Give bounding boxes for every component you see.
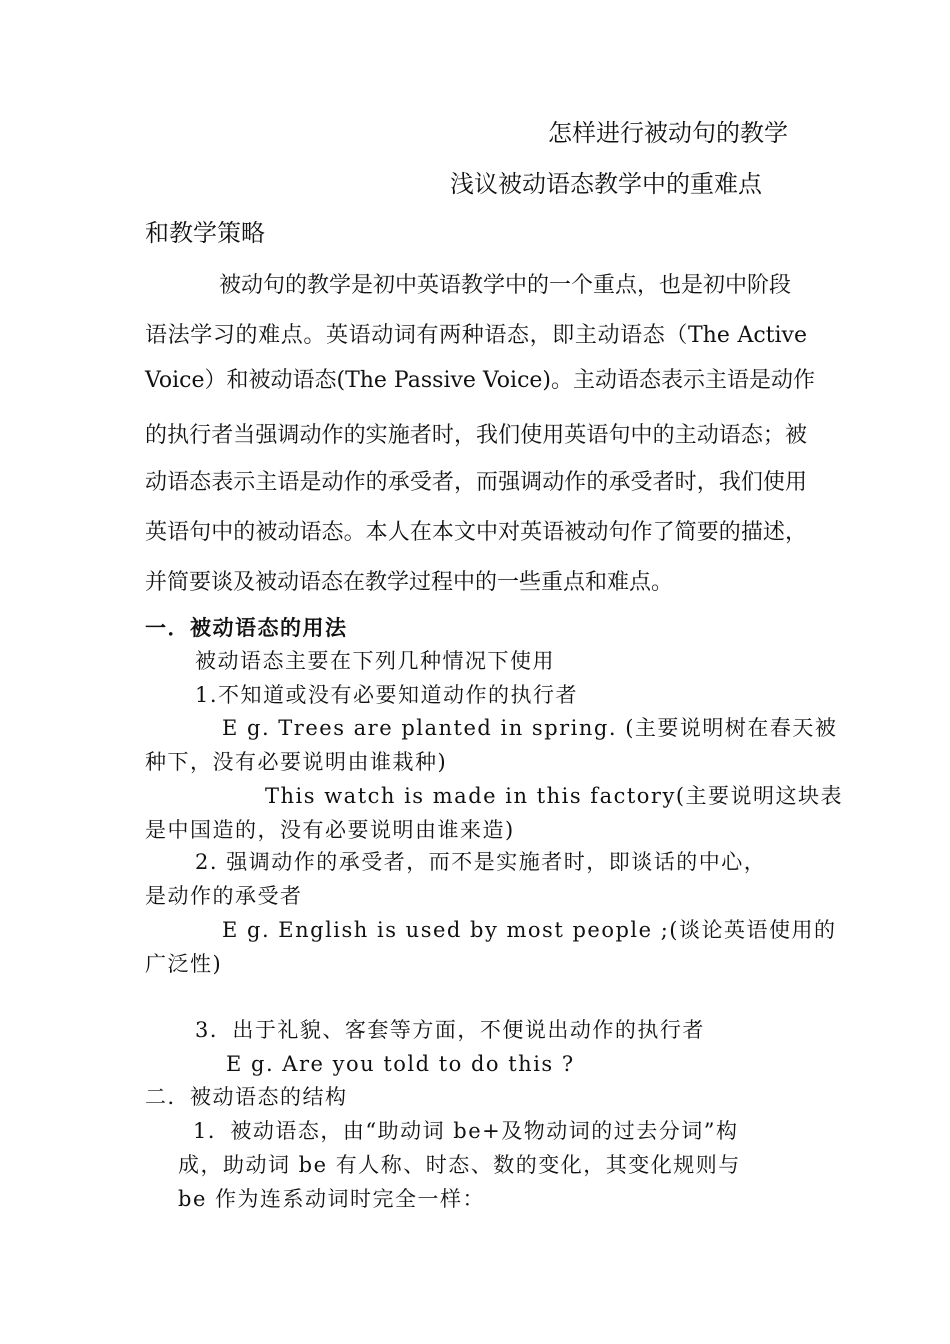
intro-line-7: 并简要谈及被动语态在教学过程中的一些重点和难点。 <box>145 570 674 595</box>
example-1-line-2: 种下，没有必要说明由谁栽种) <box>145 750 448 774</box>
intro-line-2: 语法学习的难点。英语动词有两种语态，即主动语态（The Active <box>145 323 807 348</box>
title-line-1: 怎样进行被动句的教学 <box>548 119 788 147</box>
section-1-item-2-line-2: 是动作的承受者 <box>145 884 303 908</box>
intro-line-4: 的执行者当强调动作的实施者时，我们使用英语句中的主动语态；被 <box>145 423 807 448</box>
section-1-intro: 被动语态主要在下列几种情况下使用 <box>195 649 555 673</box>
section-1-item-1: 1.不知道或没有必要知道动作的执行者 <box>195 683 579 707</box>
section-1-item-3: 3．出于礼貌、客套等方面，不便说出动作的执行者 <box>195 1018 705 1042</box>
section-2-item-1-line-1: 1．被动语态，由“助动词 be+及物动词的过去分词”构 <box>193 1119 739 1143</box>
intro-line-5: 动语态表示主语是动作的承受者，而强调动作的承受者时，我们使用 <box>145 470 807 495</box>
example-1-line-1: E g. Trees are planted in spring. (主要说明树在春天被 <box>222 716 838 740</box>
intro-line-1: 被动句的教学是初中英语教学中的一个重点，也是初中阶段 <box>219 273 792 298</box>
section-1-item-2-line-1: 2. 强调动作的承受者，而不是实施者时，即谈话的中心， <box>195 850 767 874</box>
title-line-3: 和教学策略 <box>145 219 265 247</box>
section-2-item-1-line-3: be 作为连系动词时完全一样： <box>178 1187 486 1211</box>
example-3-line-1: E g. English is used by most people ;(谈论英语使用的 <box>222 918 837 942</box>
example-3-line-2: 广泛性) <box>145 952 223 976</box>
example-4: E g. Are you told to do this ? <box>226 1052 575 1076</box>
example-2-line-2: 是中国造的，没有必要说明由谁来造) <box>145 818 515 842</box>
section-2-heading: 二．被动语态的结构 <box>145 1085 348 1109</box>
title-line-2: 浅议被动语态教学中的重难点 <box>450 170 762 198</box>
intro-line-6: 英语句中的被动语态。本人在本文中对英语被动句作了简要的描述， <box>145 520 807 545</box>
intro-line-3: Voice）和被动语态(The Passive Voice)。主动语态表示主语是动作 <box>145 368 815 393</box>
section-2-item-1-line-2: 成，助动词 be 有人称、时态、数的变化，其变化规则与 <box>178 1153 741 1177</box>
section-1-heading: 一．被动语态的用法 <box>145 615 348 640</box>
example-2-line-1: This watch is made in this factory(主要说明这块表 <box>265 784 844 808</box>
